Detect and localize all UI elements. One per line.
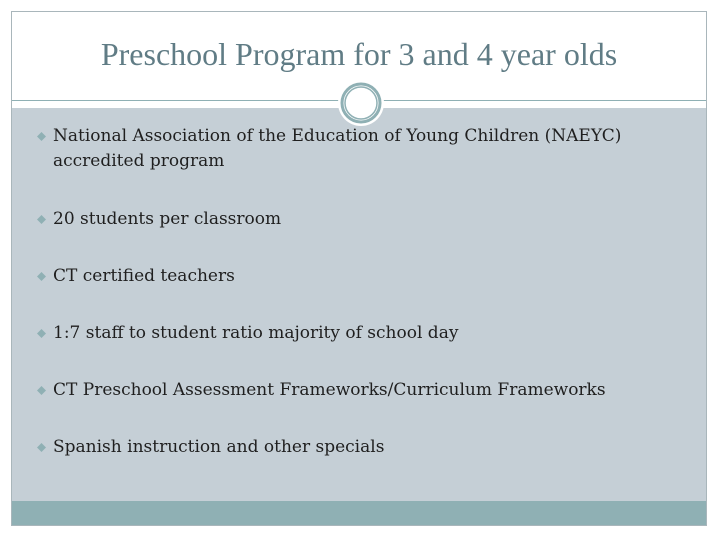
bullet-list [37,124,687,492]
bullet-item-teachers [37,264,687,289]
bullet-item-students [37,207,687,232]
bullet-item-ratio [37,321,687,346]
ring-ornament-icon [338,80,384,126]
diamond-bullet-icon [37,386,46,395]
bullet-item-specials [37,435,687,460]
bullet-item-naeyc [37,124,687,174]
bullet-text: National Association of the Education of Young Children (NAEYC) accredited program [53,126,622,171]
bullet-text: CT certified teachers [53,266,235,286]
diamond-bullet-icon [37,272,46,281]
bullet-item-frameworks [37,378,687,403]
bullet-text: Spanish instruction and other specials [53,437,385,457]
diamond-bullet-icon [37,132,46,141]
slide-title: Preschool Program for 3 and 4 year olds [100,36,618,72]
bullet-text: 20 students per classroom [53,209,282,229]
bullet-text: CT Preschool Assessment Frameworks/Curriculum Frameworks [53,380,606,400]
diamond-bullet-icon [37,215,46,224]
bullet-text: 1:7 staff to student ratio majority of school day [53,323,459,343]
bottom-accent-bar [12,501,706,525]
diamond-bullet-icon [37,443,46,452]
slide-frame [11,11,707,526]
ring-ornament-svg [338,80,384,126]
diamond-bullet-icon [37,329,46,338]
